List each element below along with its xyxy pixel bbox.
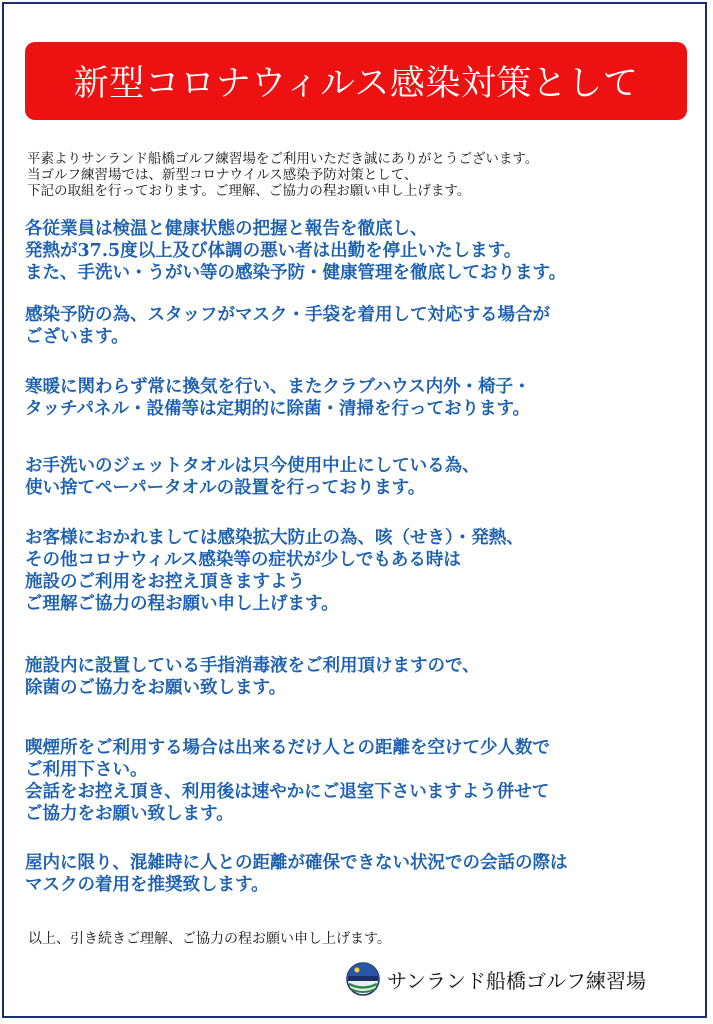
paragraph-staff-health xyxy=(25,218,705,284)
paragraph-smoking-area xyxy=(25,737,705,825)
business-name: サンランド船橋ゴルフ練習場 xyxy=(387,968,646,993)
paragraph-line: 屋内に限り、混雑時に人との距離が確保できない状況での会話の際は xyxy=(25,853,568,873)
paragraph-line: 除菌のご協力をお願い致します。 xyxy=(25,678,287,698)
paragraph-line: マスクの着用を推奨致します。 xyxy=(25,875,269,895)
paragraph-line: 喫煙所をご利用する場合は出来るだけ人との距離を空けて少人数で xyxy=(25,738,550,758)
paragraph-line: ご理解ご協力の程お願い申し上げます。 xyxy=(25,594,339,614)
paragraph-line: 寒暖に関わらず常に換気を行い、またクラブハウス内外・椅子・ xyxy=(25,377,531,397)
intro-text xyxy=(27,151,697,199)
paragraph-line: その他コロナウィルス感染等の症状が少しでもある時は xyxy=(25,550,461,570)
intro-line: 下記の取組を行っております。ご理解、ご協力の程お願い申し上げます。 xyxy=(27,183,471,199)
paragraph-line: 施設内に設置している手指消毒液をご利用頂けますので、 xyxy=(25,656,480,676)
paragraph-line: タッチパネル・設備等は定期的に除菌・清掃を行っております。 xyxy=(25,399,531,419)
title-banner xyxy=(25,42,687,120)
paragraph-hand-towels xyxy=(25,455,705,499)
paragraph-sanitizer xyxy=(25,655,705,699)
paragraph-line: 会話をお控え頂き、利用後は速やかにご退室下さいますよう併せて xyxy=(25,782,550,802)
page-title: 新型コロナウィルス感染対策として xyxy=(73,64,639,104)
paragraph-line: お手洗いのジェットタオルは只今使用中止にしている為、 xyxy=(25,456,480,476)
paragraph-line: ご利用下さい。 xyxy=(25,760,148,780)
paragraph-line: また、手洗い・うがい等の感染予防・健康管理を徹底しております。 xyxy=(25,263,567,283)
closing-text: 以上、引き続きご理解、ご協力の程お願い申し上げます。 xyxy=(28,931,391,947)
paragraph-line: 発熱が37.5度以上及び体調の悪い者は出勤を停止いたします。 xyxy=(25,241,522,261)
paragraph-line: 感染予防の為、スタッフがマスク・手袋を着用して対応する場合が xyxy=(25,305,550,325)
paragraph-line: 施設のご利用をお控え頂きますよう xyxy=(25,572,305,592)
paragraph-line: 各従業員は検温と健康状態の把握と報告を徹底し、 xyxy=(25,219,428,239)
footer-signature xyxy=(345,961,646,997)
paragraph-line: お客様におかれましては感染拡大防止の為、咳（せき）・発熱、 xyxy=(25,528,524,548)
paragraph-ventilation xyxy=(25,376,705,420)
paragraph-line: ご協力をお願い致します。 xyxy=(25,804,234,824)
paragraph-line: 使い捨てペーパータオルの設置を行っております。 xyxy=(25,478,426,498)
paragraph-mask-recommendation xyxy=(25,852,705,896)
sunland-globe-logo-icon xyxy=(345,961,381,997)
paragraph-customer-symptoms xyxy=(25,527,705,615)
paragraph-staff-masks xyxy=(25,304,705,348)
paragraph-line: ございます。 xyxy=(25,327,129,347)
intro-line: 当ゴルフ練習場では、新型コロナウイルス感染予防対策として、 xyxy=(27,167,418,183)
intro-line: 平素よりサンランド船橋ゴルフ練習場をご利用いただき誠にありがとうございます。 xyxy=(27,151,539,167)
